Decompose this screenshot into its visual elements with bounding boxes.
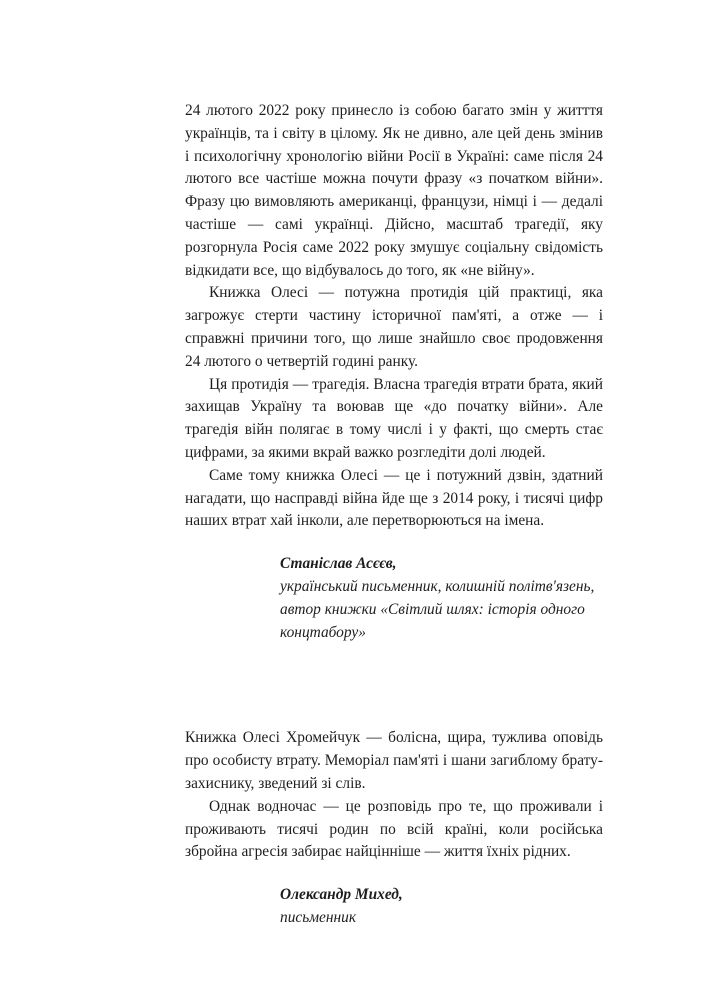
author-role: український письменник, колишній політв'язень, автор книжки «Світлий шлях: історія одного концтабору» xyxy=(280,577,595,641)
book-page xyxy=(185,100,603,930)
author-name: Станіслав Асєєв, xyxy=(280,555,397,573)
author-role: письменник xyxy=(280,908,357,926)
author-name: Олександр Михед, xyxy=(280,886,403,904)
paragraph: Книжка Олесі Хромейчук — болісна, щира, тужлива оповідь про особисту втрату. Меморіал пам'яті і шани загиблому брату-захиснику, зведений зі слів. xyxy=(185,729,603,792)
paragraph: Саме тому книжка Олесі — це і потужний дзвін, здатний нагадати, що насправді війна йде ще з 2014 року, і тисячі цифр наших втрат хай інколи, але перетворюються на імена. xyxy=(185,466,603,530)
author-attribution xyxy=(280,553,603,644)
paragraph: Книжка Олесі — потужна протидія цій практиці, яка загрожує стерти частину історичної пам'яті, а отже — і справжні причини того, що лише знайшло своє продовження 24 лютого о четвертій годині ранку. xyxy=(185,284,603,370)
paragraph: 24 лютого 2022 року принесло із собою багато змін у житття українців, та і світу в цілому. Як не дивно, але цей день змінив і психологічну хронологію війни Росії в Україні: саме після 24 лютого все частіше можна почути фразу «з початком війни». Фразу цю вимовляють американці, французи, німці і — дедалі частіше — самі українці. Дійсно, масштаб трагедії, яку розгорнула Росія саме 2022 року змушує соціальну свідомість відкидати все, що відбувалось до того, як «не війну». xyxy=(185,102,603,279)
foreword-section-1 xyxy=(185,100,603,644)
paragraph: Однак водночас — це розповідь про те, що проживали і проживають тисячі родин по всій країні, коли російська збройна агресія забирає найцінніше — життя їхніх рідних. xyxy=(185,797,603,861)
author-attribution xyxy=(280,884,603,930)
paragraph: Ця протидія — трагедія. Власна трагедія втрати брата, який захищав Україну та воював ще «до початку війни». Але трагедія війн полягає в тому числі і у факті, що смерть стає цифрами, за якими вкрай важко розгледіти долі людей. xyxy=(185,375,603,461)
foreword-section-2 xyxy=(185,727,603,929)
